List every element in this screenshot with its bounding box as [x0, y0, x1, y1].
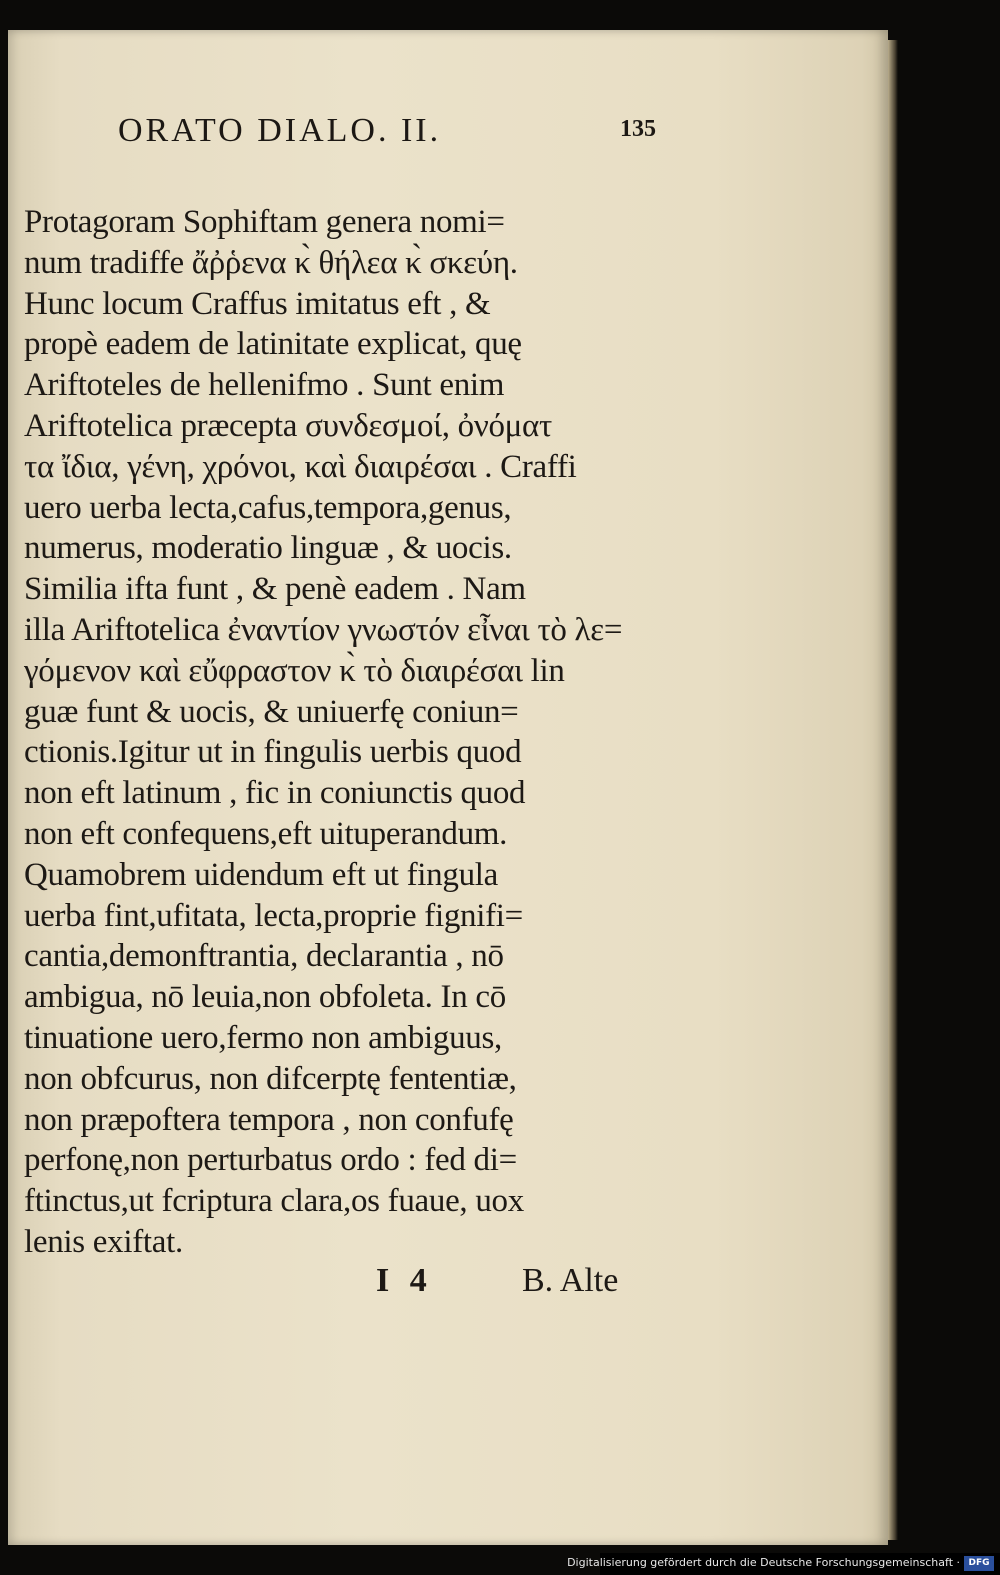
text-line: uerba fint,ufitata, lecta,proprie fignifi=: [24, 897, 523, 934]
book-page: [8, 30, 888, 1545]
text-line: Ariftotelica præcepta συνδεσμοί, ὀνόματ: [24, 407, 552, 444]
body-text: [24, 202, 644, 1263]
text-line: propè eadem de latinitate explicat, quę: [24, 326, 522, 363]
text-line: ftinctus,ut fcriptura clara,os fuaue, uox: [24, 1183, 524, 1220]
text-line: non eft confequens,eft uituperandum.: [24, 815, 508, 852]
text-line: perfonę,non perturbatus ordo : fed di=: [24, 1142, 517, 1179]
text-line: ctionis.Igitur ut in fingulis uerbis quod: [24, 734, 522, 771]
text-line: Hunc locum Craffus imitatus eft , &: [24, 285, 491, 322]
text-line: τα ἴδια, γένη, χρόνοι, καὶ διαιρέσαι . Craffi: [24, 448, 577, 485]
dfg-logo-icon: DFG: [964, 1556, 994, 1571]
page-edge: [888, 40, 898, 1540]
text-line: guæ funt & uocis, & uniuerfę coniun=: [24, 693, 519, 730]
text-line: lenis exiftat.: [24, 1223, 183, 1260]
text-line: non præpoftera tempora , non confufę: [24, 1101, 514, 1138]
text-line: non eft latinum , fic in coniunctis quod: [24, 775, 526, 812]
text-line: uero uerba lecta,cafus,tempora,genus,: [24, 489, 512, 526]
catchword: B. Alte: [522, 1262, 619, 1299]
text-line: Ariftoteles de hellenifmo . Sunt enim: [24, 367, 505, 404]
text-line: Similia ifta funt , & penè eadem . Nam: [24, 571, 526, 608]
digitization-credit-bar: [567, 1553, 1000, 1575]
text-line: tinuatione uero,fermo non ambiguus,: [24, 1019, 502, 1056]
text-line: ambigua, nō leuia,non obfoleta. In cō: [24, 979, 506, 1016]
text-line: illa Ariftotelica ἐναντίον γνωστόν εἶναι τὸ λε=: [24, 611, 623, 648]
text-line: non obfcurus, non difcerptę fententiæ,: [24, 1060, 517, 1097]
text-line: γόμενον καὶ εὔφραστον κ̀ τὸ διαιρέσαι lin: [24, 652, 565, 689]
text-line: numerus, moderatio linguæ , & uocis.: [24, 530, 512, 567]
digitization-credit: Digitalisierung gefördert durch die Deutsche Forschungsgemeinschaft ·: [567, 1556, 960, 1569]
running-head: [118, 112, 678, 156]
signature-mark: I 4: [376, 1262, 433, 1299]
folio-number: 135: [620, 116, 656, 142]
text-line: num tradiffe ἄῤῥενα κ̀ θήλεα κ̀ σκεύη.: [24, 244, 518, 281]
text-line: Protagoram Sophiftam genera nomi=: [24, 204, 505, 240]
running-head-title: ORATO DIALO. II.: [118, 112, 442, 149]
text-line: cantia,demonftrantia, declarantia , nō: [24, 938, 504, 975]
text-line: Quamobrem uidendum eft ut fingula: [24, 856, 498, 893]
